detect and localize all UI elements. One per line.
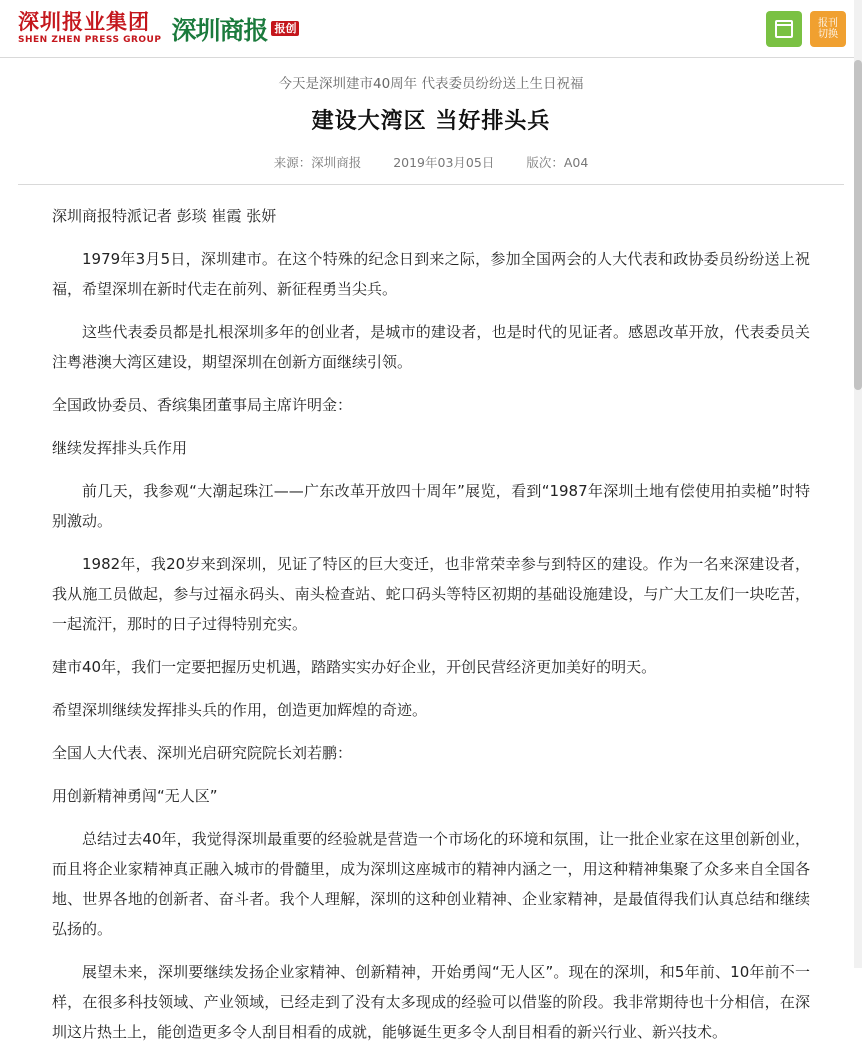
article-meta bbox=[40, 153, 822, 171]
article-source: 来源：深圳商报 bbox=[273, 155, 362, 170]
switch-paper-label-line2: 切换 bbox=[818, 29, 838, 40]
article-paragraph: 全国政协委员、香缤集团董事局主席许明金： bbox=[52, 396, 353, 414]
article-paragraph: 深圳商报特派记者 彭琰 崔霞 张妍 bbox=[52, 207, 277, 225]
scrollbar[interactable] bbox=[854, 0, 862, 968]
press-group-name-en: SHEN ZHEN PRESS GROUP bbox=[18, 35, 162, 45]
article-paragraph: 用创新精神勇闯“无人区” bbox=[52, 787, 218, 805]
article-paragraph: 前几天，我参观“大潮起珠江——广东改革开放四十周年”展览，看到“1987年深圳土地有偿使用拍卖槌”时特别激动。 bbox=[52, 482, 810, 530]
article-paragraph: 1982年，我20岁来到深圳，见证了特区的巨大变迁，也非常荣幸参与到特区的建设。作为一名来深建设者，我从施工员做起，参与过福永码头、南头检查站、蛇口码头等特区初期的基础设施建设，与广大工友们一块吃苦，一起流汗，那时的日子过得特别充实。 bbox=[52, 555, 810, 633]
page-title: 建设大湾区 当好排头兵 bbox=[311, 109, 551, 134]
article-paragraph: 全国人大代表、深圳光启研究院院长刘若鹏： bbox=[52, 744, 353, 762]
article-paragraph: 继续发挥排头兵作用 bbox=[52, 439, 188, 457]
article-date: 2019年03月05日 bbox=[393, 155, 495, 170]
seal-badge: 报创 bbox=[271, 21, 299, 37]
scrollbar-thumb[interactable] bbox=[854, 60, 862, 390]
article-paragraph: 希望深圳继续发挥排头兵的作用，创造更加辉煌的奇迹。 bbox=[52, 701, 428, 719]
switch-paper-label-line1: 报刊 bbox=[818, 18, 838, 29]
article-paragraph: 总结过去40年，我觉得深圳最重要的经验就是营造一个市场化的环境和氛围，让一批企业家在这里创新创业，而且将企业家精神真正融入城市的骨髓里，成为深圳这座城市的精神内涵之一，用这种精神集聚了众多来自全国各地、世界各地的创新者、奋斗者。我个人理解，深圳的这种创业精神、企业家精神，是最值得我们认真总结和继续弘扬的。 bbox=[52, 830, 810, 938]
paper-name: 深圳商报 bbox=[171, 15, 268, 45]
switch-paper-button[interactable] bbox=[810, 11, 846, 47]
article-paragraph: 展望未来，深圳要继续发扬企业家精神、创新精神，开始勇闯“无人区”。现在的深圳，和5年前、10年前不一样，在很多科技领域、产业领域，已经走到了没有太多现成的经验可以借鉴的阶段。我非常期待也十分相信，在深圳这片热土上，能创造更多令人刮目相看的成就，能够诞生更多令人刮目相看的新兴行业、新兴技术。 bbox=[52, 963, 810, 1041]
paper-logo bbox=[171, 11, 299, 47]
article-paragraph: 建市40年，我们一定要把握历史机遇，踏踏实实办好企业，开创民营经济更加美好的明天。 bbox=[52, 658, 657, 676]
calendar-button[interactable] bbox=[766, 11, 802, 47]
article bbox=[0, 72, 862, 1047]
article-edition: 版次：A04 bbox=[526, 155, 589, 170]
header-divider bbox=[18, 184, 844, 185]
press-group-logo bbox=[18, 12, 161, 45]
header-actions bbox=[766, 11, 846, 47]
calendar-icon bbox=[775, 20, 793, 38]
masthead bbox=[0, 0, 862, 58]
press-group-name-cn: 深圳报业集团 bbox=[18, 10, 150, 34]
article-subtitle: 今天是深圳建市40周年 代表委员纷纷送上生日祝福 bbox=[278, 76, 584, 92]
article-paragraph: 这些代表委员都是扎根深圳多年的创业者，是城市的建设者，也是时代的见证者。感恩改革开放，代表委员关注粤港澳大湾区建设，期望深圳在创新方面继续引领。 bbox=[52, 323, 810, 371]
article-body bbox=[40, 201, 822, 1047]
site-logo[interactable] bbox=[18, 11, 299, 47]
article-paragraph: 1979年3月5日，深圳建市。在这个特殊的纪念日到来之际，参加全国两会的人大代表和政协委员纷纷送上祝福，希望深圳在新时代走在前列、新征程勇当尖兵。 bbox=[52, 250, 810, 298]
